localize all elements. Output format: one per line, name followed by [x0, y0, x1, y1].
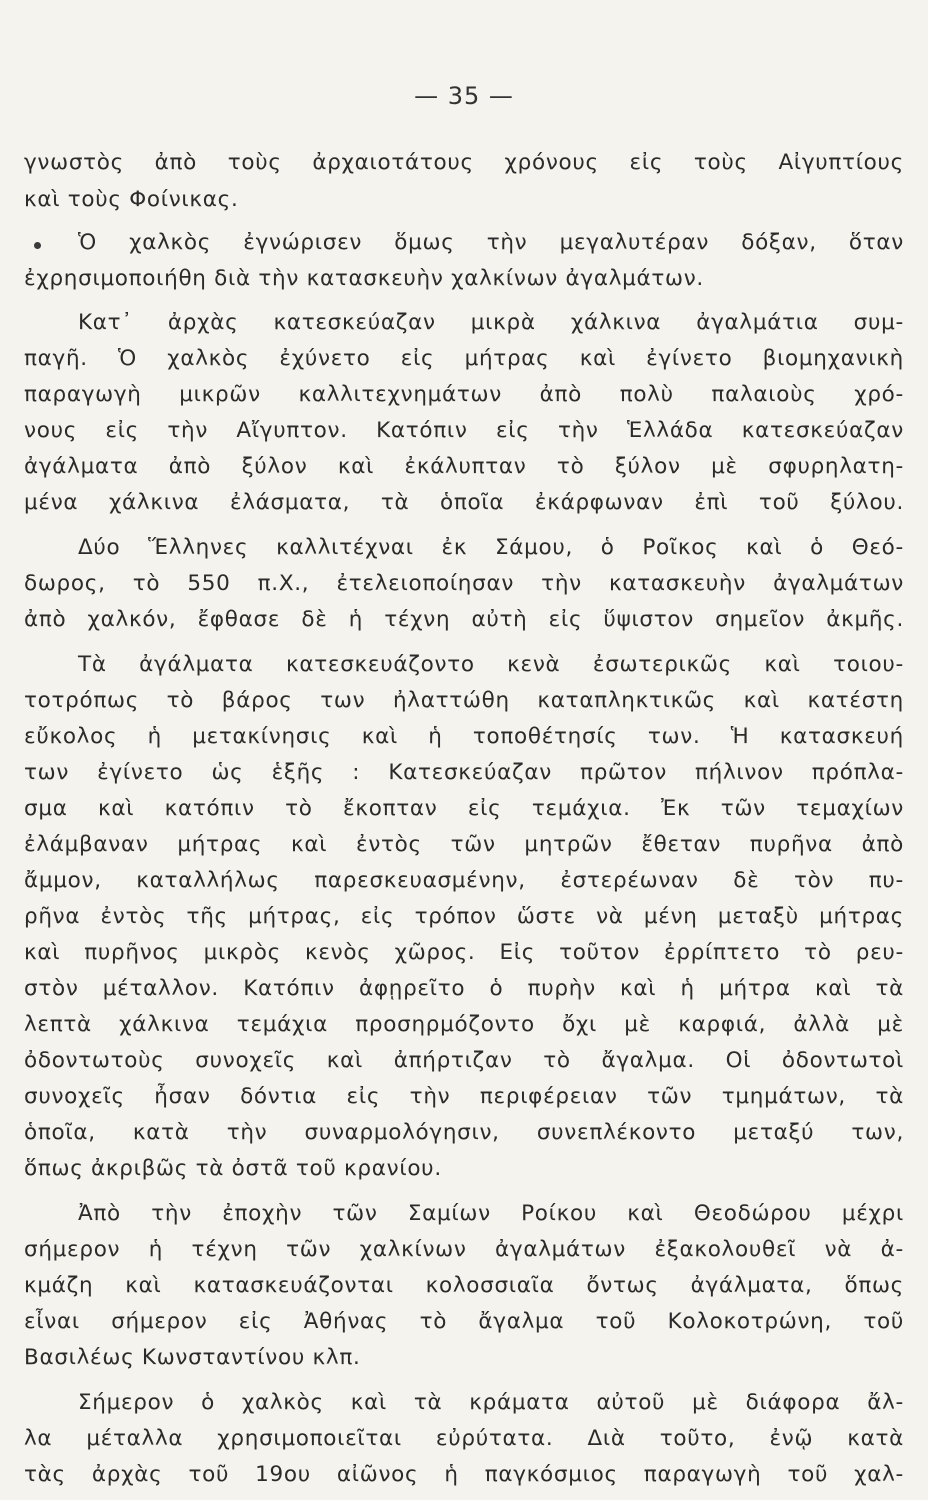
- text-line: λα μέταλλα χρησιμοποιεῖται εὐρύτατα. Διὰ τοῦτο, ἐνῷ κατὰ: [24, 1426, 904, 1451]
- text-line: Ἀπὸ τὴν ἐποχὴν τῶν Σαμίων Ροίκου καὶ Θεοδώρου μέχρι: [78, 1201, 904, 1226]
- text-line: σήμερον ἡ τέχνη τῶν χαλκίνων ἀγαλμάτων ἐξακολουθεῖ νὰ ἀ-: [24, 1237, 904, 1262]
- text-line: Σήμερον ὁ χαλκὸς καὶ τὰ κράματα αὐτοῦ μὲ διάφορα ἄλ-: [78, 1390, 904, 1415]
- text-line: μένα χάλκινα ἐλάσματα, τὰ ὁποῖα ἐκάρφωναν ἐπὶ τοῦ ξύλου.: [24, 490, 904, 515]
- text-line: ἄμμον, καταλλήλως παρεσκευασμένην, ἐστερέωναν δὲ τὸν πυ-: [24, 868, 904, 893]
- text-line: λεπτὰ χάλκινα τεμάχια προσηρμόζοντο ὄχι μὲ καρφιά, ἀλλὰ μὲ: [24, 1012, 904, 1037]
- text-line: καὶ τοὺς Φοίνικας.: [24, 187, 239, 212]
- text-line: σμα καὶ κατόπιν τὸ ἔκοπταν εἰς τεμάχια. Ἐκ τῶν τεμαχίων: [24, 796, 904, 821]
- text-line: κμάζη καὶ κατασκευάζονται κολοσσιαῖα ὄντως ἀγάλματα, ὅπως: [24, 1273, 904, 1298]
- text-line: ρῆνα ἐντὸς τῆς μήτρας, εἰς τρόπον ὥστε νὰ μένη μεταξὺ μήτρας: [24, 904, 904, 929]
- text-line: Τὰ ἀγάλματα κατεσκευάζοντο κενὰ ἐσωτερικῶς καὶ τοιου-: [78, 652, 904, 677]
- text-line: ὀδοντωτοὺς συνοχεῖς καὶ ἀπήρτιζαν τὸ ἄγαλμα. Οἱ ὀδοντωτοὶ: [24, 1048, 904, 1073]
- text-line: συνοχεῖς ἦσαν δόντια εἰς τὴν περιφέρειαν τῶν τμημάτων, τὰ: [24, 1084, 904, 1109]
- page-number: — 35 —: [414, 82, 514, 110]
- text-line: νους εἰς τὴν Αἴγυπτον. Κατόπιν εἰς τὴν Ἑλλάδα κατεσκεύαζαν: [24, 418, 904, 443]
- text-line: ὁποῖα, κατὰ τὴν συναρμολόγησιν, συνεπλέκοντο μεταξύ των,: [24, 1120, 904, 1145]
- text-line: Βασιλέως Κωνσταντίνου κλπ.: [24, 1345, 361, 1370]
- text-line: ἀγάλματα ἀπὸ ξύλον καὶ ἐκάλυπταν τὸ ξύλον μὲ σφυρηλατη-: [24, 454, 904, 479]
- text-line: των ἐγίνετο ὡς ἑξῆς : Κατεσκεύαζαν πρῶτον πήλινον πρόπλα-: [24, 760, 904, 785]
- text-line: Ὁ χαλκὸς ἐγνώρισεν ὅμως τὴν μεγαλυτέραν δόξαν, ὅταν: [78, 230, 904, 255]
- text-line: καὶ πυρῆνος μικρὸς κενὸς χῶρος. Εἰς τοῦτον ἐρρίπτετο τὸ ρευ-: [24, 940, 904, 965]
- text-line: εἶναι σήμερον εἰς Ἀθήνας τὸ ἄγαλμα τοῦ Κολοκοτρώνη, τοῦ: [24, 1309, 904, 1334]
- text-line: Δύο Ἕλληνες καλλιτέχναι ἐκ Σάμου, ὁ Ροῖκος καὶ ὁ Θεό-: [78, 535, 904, 560]
- text-line: ἐχρησιμοποιήθη διὰ τὴν κατασκευὴν χαλκίνων ἀγαλμάτων.: [24, 266, 704, 291]
- text-line: τὰς ἀρχὰς τοῦ 19ου αἰῶνος ἡ παγκόσμιος παραγωγὴ τοῦ χαλ-: [24, 1462, 904, 1487]
- text-line: ὅπως ἀκριβῶς τὰ ὀστᾶ τοῦ κρανίου.: [24, 1156, 442, 1181]
- text-line: τοτρόπως τὸ βάρος των ἠλαττώθη καταπληκτικῶς καὶ κατέστη: [24, 688, 904, 713]
- text-line: γνωστὸς ἀπὸ τοὺς ἀρχαιοτάτους χρόνους εἰς τοὺς Αἰγυπτίους: [24, 150, 904, 175]
- text-line: ἐλάμβαναν μήτρας καὶ ἐντὸς τῶν μητρῶν ἔθεταν πυρῆνα ἀπὸ: [24, 832, 904, 857]
- text-line: δωρος, τὸ 550 π.Χ., ἐτελειοποίησαν τὴν κατασκευὴν ἀγαλμάτων: [24, 571, 904, 596]
- text-line: παγῆ. Ὁ χαλκὸς ἐχύνετο εἰς μήτρας καὶ ἐγίνετο βιομηχανικὴ: [24, 346, 904, 371]
- text-line: ἀπὸ χαλκόν, ἔφθασε δὲ ἡ τέχνη αὐτὴ εἰς ὕψιστον σημεῖον ἀκμῆς.: [24, 607, 904, 632]
- text-line: στὸν μέταλλον. Κατόπιν ἀφῃρεῖτο ὁ πυρὴν καὶ ἡ μήτρα καὶ τὰ: [24, 976, 904, 1001]
- text-line: παραγωγὴ μικρῶν καλλιτεχνημάτων ἀπὸ πολὺ παλαιοὺς χρό-: [24, 382, 904, 407]
- text-line: Κατ᾽ ἀρχὰς κατεσκεύαζαν μικρὰ χάλκινα ἀγαλμάτια συμ-: [78, 310, 904, 335]
- text-line: εὔκολος ἡ μετακίνησις καὶ ἡ τοποθέτησίς των. Ἡ κατασκευή: [24, 724, 904, 749]
- bullet-mark: [34, 242, 41, 249]
